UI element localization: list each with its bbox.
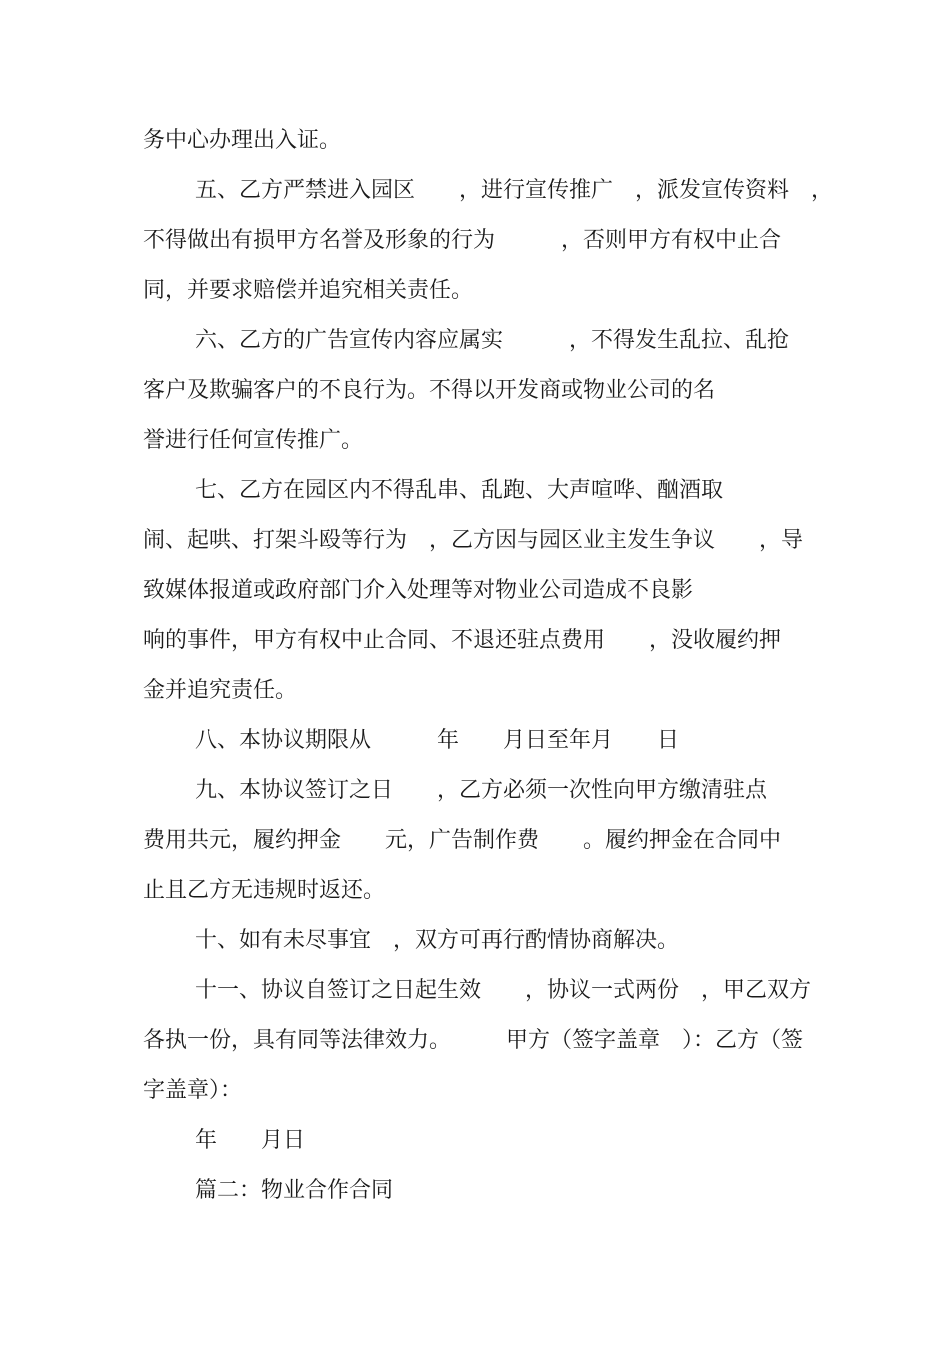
text-line: 誉进行任何宣传推广。 xyxy=(143,428,364,453)
text-line: 费用共元，履约押金 元，广告制作费 。履约押金在合同中 xyxy=(143,828,782,853)
text-line: 闹、起哄、打架斗殴等行为 ，乙方因与园区业主发生争议 ，导 xyxy=(143,528,804,553)
paragraph-8-line: 八、本协议期限从 年 月日至年月 日 xyxy=(195,728,680,753)
date-line: 年 月日 xyxy=(195,1128,306,1153)
section-title: 篇二：物业合作合同 xyxy=(195,1178,394,1203)
paragraph-11-line: 十一、协议自签订之日起生效 ，协议一式两份 ，甲乙双方 xyxy=(195,978,812,1003)
text-line: 致媒体报道或政府部门介入处理等对物业公司造成不良影 xyxy=(143,578,694,603)
text-line: 同，并要求赔偿并追究相关责任。 xyxy=(143,278,474,303)
paragraph-10-line: 十、如有未尽事宜 ，双方可再行酌情协商解决。 xyxy=(195,928,680,953)
text-line: 各执一份，具有同等法律效力。 甲方（签字盖章 ）：乙方（签 xyxy=(143,1028,804,1053)
paragraph-7-line: 七、乙方在园区内不得乱串、乱跑、大声喧哗、酗酒取 xyxy=(195,478,724,503)
text-line: 务中心办理出入证。 xyxy=(143,128,342,153)
text-line: 响的事件，甲方有权中止合同、不退还驻点费用 ，没收履约押 xyxy=(143,628,782,653)
text-line: 金并追究责任。 xyxy=(143,678,298,703)
text-line: 客户及欺骗客户的不良行为。不得以开发商或物业公司的名 xyxy=(143,378,716,403)
paragraph-9-line: 九、本协议签订之日 ，乙方必须一次性向甲方缴清驻点 xyxy=(195,778,768,803)
paragraph-5-line: 五、乙方严禁进入园区 ，进行宣传推广 ，派发宣传资料 ， xyxy=(195,178,834,203)
text-line: 字盖章）： xyxy=(143,1078,243,1103)
text-line: 止且乙方无违规时返还。 xyxy=(143,878,386,903)
paragraph-6-line: 六、乙方的广告宣传内容应属实 ，不得发生乱拉、乱抢 xyxy=(195,328,790,353)
text-line: 不得做出有损甲方名誉及形象的行为 ，否则甲方有权中止合 xyxy=(143,228,782,253)
